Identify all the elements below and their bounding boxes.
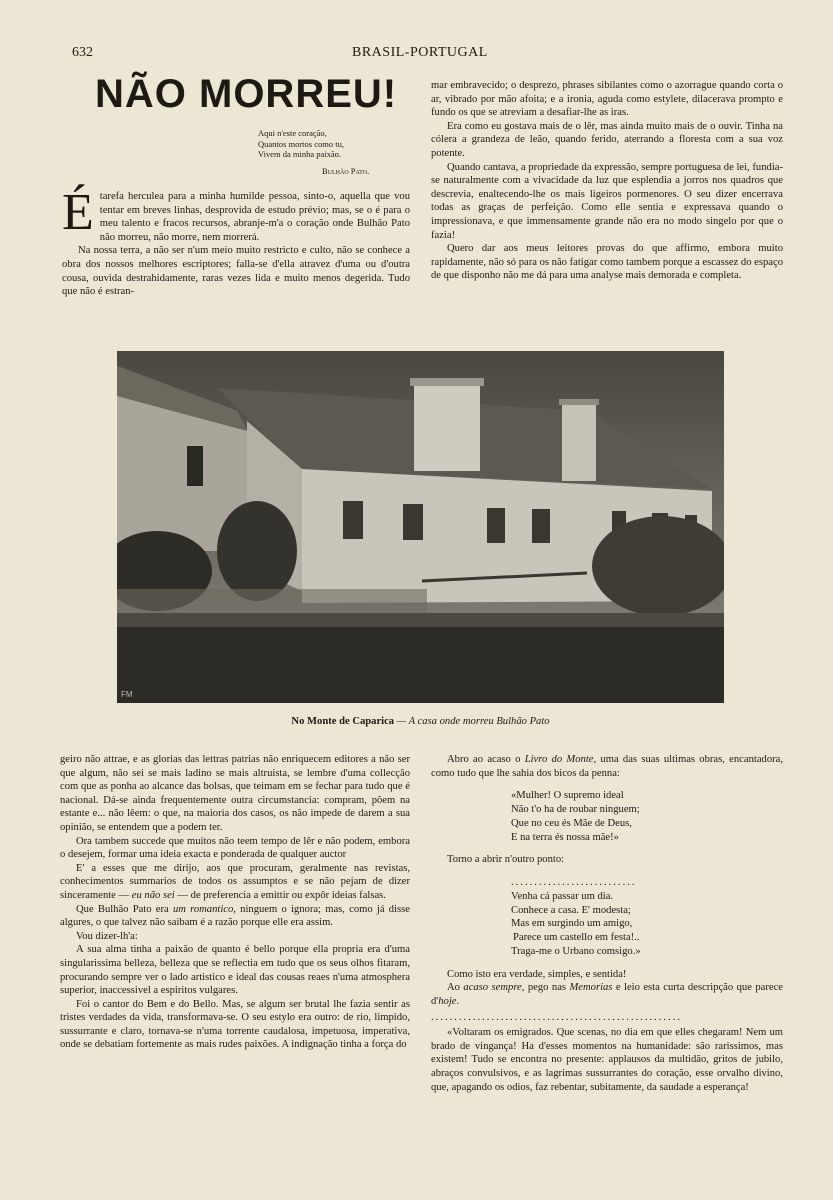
paragraph	[431, 753, 783, 780]
epigraph	[258, 128, 369, 176]
epigraph-line: Quantos mortos como tu,	[258, 138, 344, 149]
paragraph-text: .	[456, 995, 460, 1007]
paragraph: Vou dizer-lh'a:	[76, 930, 138, 942]
paragraph: Ora tambem succede que muitos não teem tempo de lêr e não podem, embora o desejem, formar uma ideia exacta e ponderada de qualquer auctor	[60, 835, 410, 861]
column-left-bottom	[60, 753, 410, 1052]
epigraph-line: Vivem da minha paixão.	[258, 149, 342, 159]
poem-quote-2	[511, 876, 783, 959]
paragraph-text: tarefa herculea para a minha humilde pessoa, sinto-o, aquella que vou tentar em breves linhas, desprovida de estudo prévio; mas, se o é para o meu talento e fracos recursos, abranje-m'a o coração onde Bulhão Pato não morreu, não morre, nem morrerá.	[99, 191, 410, 243]
poem-line: Traga-me o Urbano comsigo.»	[511, 945, 641, 957]
paragraph-text: , pego nas	[521, 982, 570, 994]
poem-line: Parece um castello em festa!..	[513, 932, 640, 944]
epigraph-line: Aqui n'este coração,	[258, 128, 327, 138]
paragraph-text: e leio esta curta descripção que parece d'	[431, 982, 783, 1007]
photograph-house	[117, 351, 724, 703]
poem-line: «Mulher! O supremo ideal	[511, 790, 624, 802]
poem-line: Que no ceu és Mãe de Deus,	[511, 817, 632, 829]
page-number: 632	[72, 45, 93, 60]
running-title: BRASIL-PORTUGAL	[352, 45, 488, 60]
italic-phrase: um romantico	[172, 903, 234, 915]
paragraph: mar embravecido; o desprezo, phrases sibilantes como o azorrague quando corta o ar, vibrado por mão afoita; e a ironia, aguda como estylete, dilacerava prompto e fundo os que se atreviam a desafiar-lhe as iras.	[431, 80, 783, 119]
paragraph: Quero dar aos meus leitores provas do que affirmo, embora muito rapidamente, não só para os não fatigar como tambem porque a escassez do espaço de que disponho não me dá para uma analyse mais demorada e completa.	[431, 243, 783, 282]
paragraph: E' a esses que me dirijo, aos que procuram, geralmente nas revistas, conhecimentos summarios de todos os assumptos e se não pejam de dizer sinceramente — eu não sei — de preferencia a emittir ou expôr ideias falsas.	[60, 862, 410, 901]
paragraph-text: Abro ao acaso o	[447, 754, 525, 765]
photo-monogram: FM	[121, 690, 133, 699]
paragraph: A sua alma tinha a paixão de quanto é bello porque ella propria era d'uma singularissima belleza, belleza que se reflectia em tudo que os seus olhos fitaram, procurando sempre ver o lado artistico e ideal das cousas reaes n'uma atmosphera superior, inaccessivel a espiritos vulgares.	[60, 944, 410, 997]
paragraph: Na nossa terra, a não ser n'um meio muito restricto e culto, não se conhece a obra dos nossos melhores escriptores; falla-se d'ella atravez d'uma ou d'outra cousa, ouvida destrahidamente, raras vezes lida e muito menos degerida. Tudo que não é estran-	[62, 245, 410, 298]
paragraph-text: — de preferencia a emittir ou expôr ideias falsas.	[174, 889, 386, 901]
ellipsis-line: ......................................................	[431, 1011, 683, 1023]
poem-line: Venha cá passar um dia.	[511, 890, 614, 902]
house-photo-illustration	[117, 351, 724, 703]
paragraph: Como isto era verdade, simples, e sentida!	[447, 968, 627, 980]
column-right-top	[431, 79, 783, 283]
paragraph-text: , uma das suas ultimas obras, encantadora, como tudo que lhe sahia dos bicos da penna:	[431, 754, 783, 779]
caption-place: No Monte de Caparica	[291, 716, 395, 727]
poem-line: E na terra és nossa mãe!»	[511, 831, 619, 843]
paragraph: Quando cantava, a propriedade da expressão, sempre portuguesa de lei, fundia-se naturalmente com a vivacidade da luz que esplendia a jorros nos quadros que descrevia, enaltecendo-lhe os mais ligeiros pormenores. O seu dizer encerrava todas as graças de perfeição. Como elle sentia e expressava quando o impressionava, e que immensamente grande não era no modo singelo por que o fazia!	[431, 161, 783, 241]
book-title: Memorias	[569, 982, 613, 994]
poem-line: Não t'o ha de roubar ninguem;	[511, 803, 640, 815]
poem-quote-1	[511, 789, 783, 844]
paragraph-text: Que Bulhão Pato era	[76, 903, 169, 915]
italic-phrase: acaso sempre	[463, 982, 522, 994]
paragraph	[431, 981, 783, 1008]
paragraph-text: E' a esses que me dirijo, aos que procuram, geralmente nas revistas, conhecimentos summarios de todos os assumptos e se não pejam de dizer sinceramente	[60, 862, 410, 901]
paragraph: «Voltaram os emigrados. Que scenas, no dia em que elles chegaram! Nem um brado de vingança! Ha d'esses momentos na humanidade: são rarissimos, mas existem! Tudo se encontra no presente: applausos da multidão, gritos de jubilo, abraços convulsivos, e as lagrimas sussurrantes do coração, esse orvalho divino, que, apagando os odios, faz rebentar, subitamente, da saudade a esperança!	[431, 1027, 783, 1093]
paragraph: Foi o cantor do Bem e do Bello. Mas, se algum ser brutal lhe fazia sentir as tristes verdades da vida, transformava-se. O seu estylo era outro: de rio, limpido, sussurrante e claro, tornava-se n'uma torrente caudalosa, impetuosa, imperativa, onde se debatiam fortemente as mais rudes paixões. A indignação tinha a força do	[60, 998, 410, 1051]
book-title: Livro do Monte	[524, 754, 594, 765]
paragraph	[62, 184, 410, 244]
drop-cap: É	[62, 184, 94, 241]
paragraph	[60, 903, 410, 930]
column-right-bottom	[431, 753, 783, 1094]
ellipsis-line: ...........................	[511, 876, 637, 888]
column-left-top	[62, 184, 410, 299]
paragraph: Torno a abrir n'outro ponto:	[447, 854, 565, 866]
paragraph-text: Ao	[447, 982, 464, 994]
photo-caption	[117, 716, 724, 727]
article-title: NÃO MORREU!	[95, 72, 398, 116]
poem-line: Mas em surgindo um amigo,	[511, 918, 633, 930]
italic-phrase: hoje	[438, 995, 457, 1007]
paragraph: Era como eu gostava mais de o lêr, mas ainda muito mais de o ouvir. Tinha na cólera a grandeza de leão, quando ferido, aterrando a floresta com a sua voz potente.	[431, 120, 783, 159]
poem-line: Conhece a casa. E' modesta;	[511, 904, 631, 916]
paragraph: geiro não attrae, e as glorias das lettras patrias não enriquecem editores a não ser que algum, não sei se mais ladino se mais altruista, se lembre d'uma collecção com que as ponha ao alcance das bolsas, que teimam em se fechar para tudo que é nacional. Dá-se ainda frequentemente outra circumstancia: compram, põem na estante e... não lêem: o que, na maioria dos casos, os não impede de darem a sua opinião, se entendem que a podem ter.	[60, 754, 410, 833]
caption-description: — A casa onde morreu Bulhão Pato	[394, 716, 550, 727]
epigraph-author: Bulhão Pato.	[322, 165, 370, 176]
italic-phrase: eu não sei	[131, 889, 175, 901]
paragraph-text: , ninguem o ignora; mas, como já disse algures, o que talvez não saibam é a razão porque elle era assim.	[60, 903, 410, 929]
